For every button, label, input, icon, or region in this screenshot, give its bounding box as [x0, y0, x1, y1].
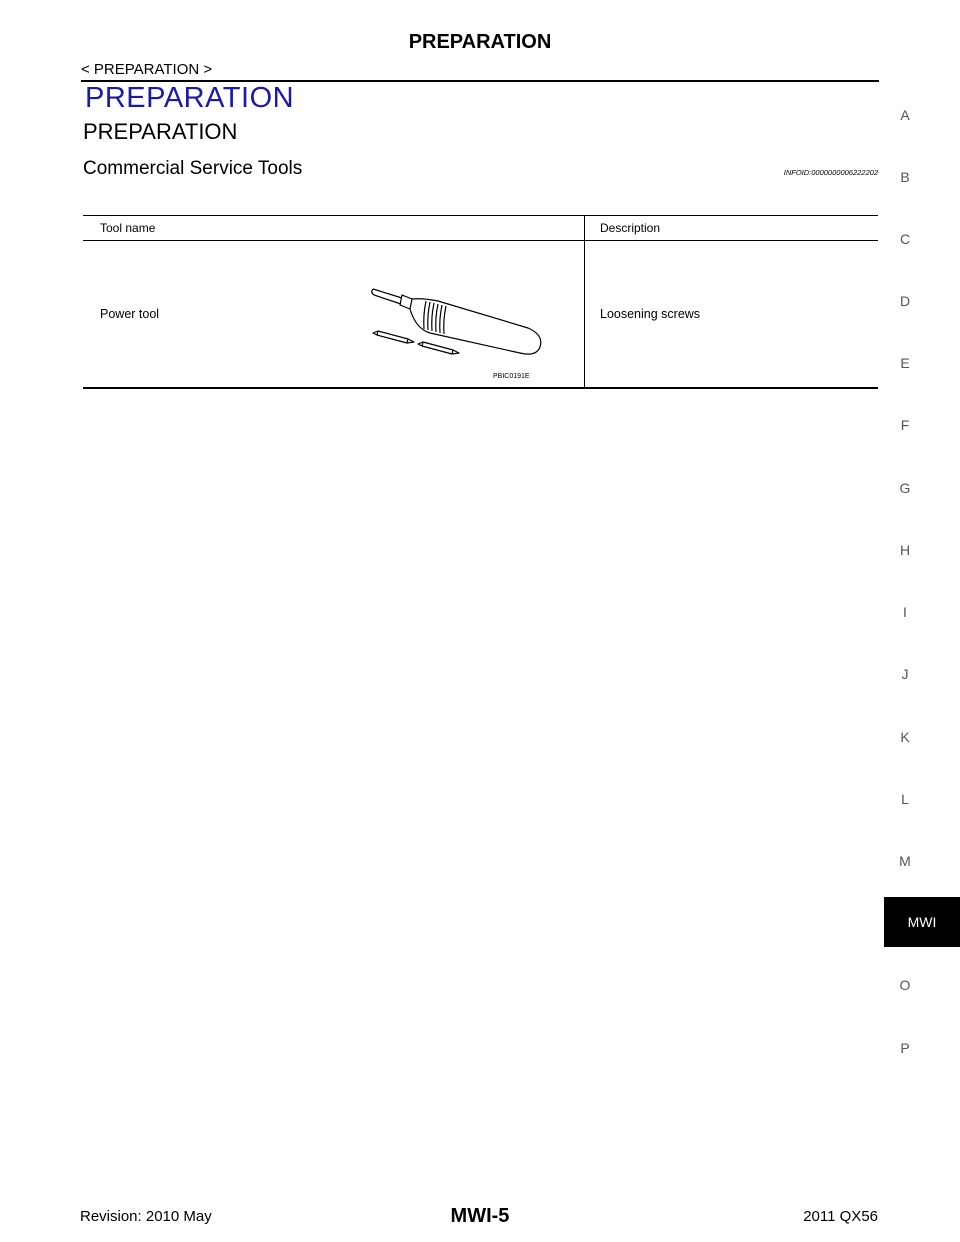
- section-tab-mwi-active[interactable]: MWI: [884, 897, 960, 947]
- table-header-rule: [83, 240, 878, 241]
- tool-description-cell: Loosening screws: [600, 307, 701, 321]
- section-tab-i[interactable]: I: [903, 604, 907, 620]
- section-tab-m[interactable]: M: [899, 853, 911, 869]
- figure-code: PBIC0191E: [493, 373, 530, 380]
- table-top-rule: [83, 215, 878, 216]
- info-id: INFOID:0000000006222202: [783, 168, 878, 177]
- column-header-description: Description: [600, 221, 661, 235]
- section-tab-p[interactable]: P: [900, 1040, 910, 1056]
- section-tab-c[interactable]: C: [899, 231, 911, 247]
- column-header-tool-name: Tool name: [100, 221, 156, 235]
- section-tab-j[interactable]: J: [901, 666, 909, 682]
- section-tab-f[interactable]: F: [900, 417, 910, 433]
- page-header-title: PREPARATION: [408, 31, 552, 53]
- section-tab-k[interactable]: K: [900, 729, 910, 745]
- sub-title: PREPARATION: [83, 119, 238, 144]
- topic-title: Commercial Service Tools: [83, 158, 303, 179]
- commercial-service-tools-table: [83, 215, 878, 388]
- footer-page-number: MWI-5: [450, 1205, 510, 1227]
- section-tab-d[interactable]: D: [899, 293, 911, 309]
- section-tab-b[interactable]: B: [900, 169, 910, 185]
- breadcrumb: < PREPARATION >: [81, 61, 213, 78]
- section-tab-a[interactable]: A: [900, 107, 910, 123]
- footer-model: 2011 QX56: [803, 1208, 878, 1225]
- section-tab-l[interactable]: L: [901, 791, 909, 807]
- table-bottom-rule: [83, 387, 878, 389]
- section-tab-o[interactable]: O: [899, 977, 911, 993]
- power-tool-illustration: [368, 243, 558, 381]
- section-tab-g[interactable]: G: [899, 480, 911, 496]
- section-tab-e[interactable]: E: [900, 355, 910, 371]
- section-tab-h[interactable]: H: [899, 542, 911, 558]
- section-title: PREPARATION: [85, 82, 295, 114]
- table-column-divider: [584, 215, 585, 388]
- footer-revision: Revision: 2010 May: [80, 1208, 212, 1225]
- tool-name-cell: Power tool: [100, 307, 160, 321]
